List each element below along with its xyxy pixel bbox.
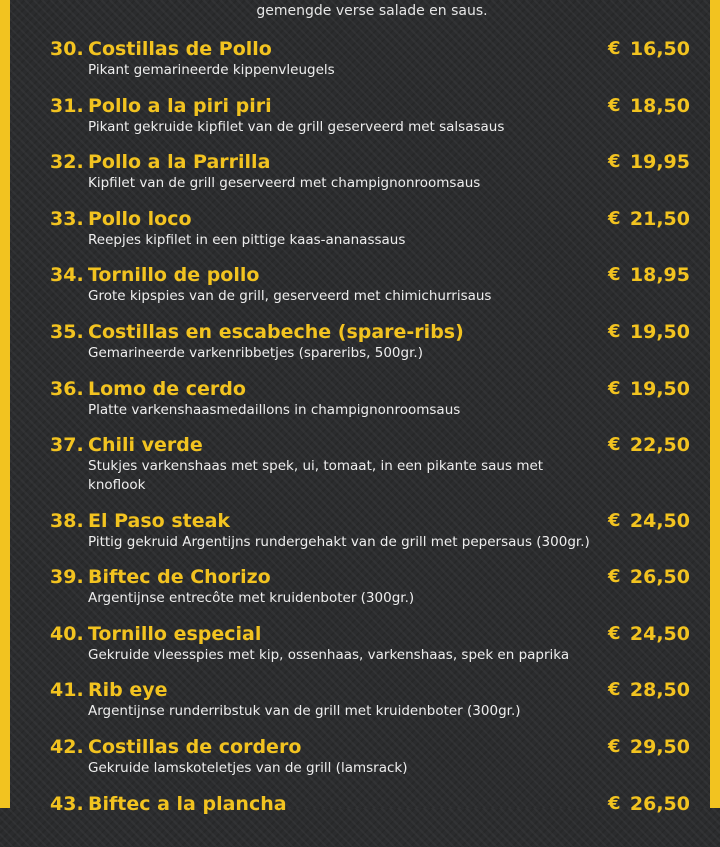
item-description: Stukjes varkenshaas met spek, ui, tomaat, in een pikante saus met knoflook [88, 458, 544, 494]
item-price: 22,50 [629, 434, 690, 457]
currency-symbol: € [608, 622, 621, 644]
menu-item [0, 262, 720, 319]
currency-symbol: € [608, 94, 621, 116]
item-name: Tornillo de pollo [88, 264, 260, 287]
item-description: Gekruide lamskoteletjes van de grill (lamsrack) [88, 760, 408, 777]
item-price: 28,50 [629, 679, 690, 702]
item-price: 21,50 [629, 207, 690, 230]
item-name: El Paso steak [88, 509, 231, 532]
item-number: 40. [50, 622, 84, 645]
item-price: 26,50 [629, 566, 690, 589]
menu-item [0, 734, 720, 791]
item-name: Pollo a la piri piri [88, 94, 272, 117]
currency-symbol: € [608, 679, 621, 701]
item-description: Argentijnse entrecôte met kruidenboter (300gr.) [88, 590, 415, 607]
item-description: Pikant gemarineerde kippenvleugels [88, 62, 335, 78]
item-number: 33. [50, 207, 84, 230]
currency-symbol: € [608, 264, 621, 286]
menu-item [0, 791, 720, 847]
item-name: Costillas de cordero [88, 736, 302, 759]
item-name: Biftec de Chorizo [88, 566, 271, 589]
item-price: 18,50 [629, 94, 690, 117]
item-name: Pollo a la Parrilla [88, 151, 271, 174]
item-description: Grote kipspies van de grill, geserveerd met chimichurrisaus [88, 288, 492, 305]
menu-item [0, 432, 720, 508]
menu-item [0, 621, 720, 678]
currency-symbol: € [608, 377, 621, 399]
item-price: 24,50 [629, 622, 690, 645]
item-price: 26,50 [629, 792, 690, 815]
item-number: 38. [50, 509, 84, 532]
item-price: 19,95 [629, 151, 690, 174]
currency-symbol: € [608, 38, 621, 59]
item-number: 35. [50, 320, 84, 343]
currency-symbol: € [608, 792, 621, 814]
item-price: 16,50 [629, 38, 690, 60]
menu-item [0, 149, 720, 206]
item-name: Pollo loco [88, 207, 192, 230]
item-name: Lomo de cerdo [88, 377, 246, 400]
currency-symbol: € [608, 736, 621, 758]
currency-symbol: € [608, 320, 621, 342]
menu-item [0, 319, 720, 376]
item-name: Tornillo especial [88, 622, 262, 645]
item-number: 32. [50, 151, 84, 174]
item-number: 43. [50, 792, 84, 815]
item-description: Argentijnse runderribstuk van de grill met kruidenboter (300gr.) [88, 703, 521, 720]
item-description: Gemarineerde varkenribbetjes (spareribs, 500gr.) [88, 344, 423, 361]
item-number: 42. [50, 736, 84, 759]
item-number: 41. [50, 679, 84, 702]
currency-symbol: € [608, 509, 621, 531]
menu-item [0, 206, 720, 263]
item-name: Chili verde [88, 434, 203, 457]
menu-item [0, 508, 720, 565]
currency-symbol: € [608, 207, 621, 229]
item-number: 36. [50, 377, 84, 400]
item-description: Kipfilet van de grill geserveerd met champignonroomsaus [88, 175, 481, 192]
menu-item [0, 376, 720, 433]
item-price: 19,50 [629, 320, 690, 343]
currency-symbol: € [608, 566, 621, 588]
item-number: 31. [50, 94, 84, 117]
intro-text: gemengde verse salade en saus. [256, 3, 488, 19]
item-number: 34. [50, 264, 84, 287]
item-name: Costillas en escabeche (spare-ribs) [88, 320, 464, 343]
menu-item [0, 677, 720, 734]
item-number: 39. [50, 566, 84, 589]
item-number: 37. [50, 434, 84, 457]
item-price: 29,50 [629, 736, 690, 759]
item-name: Biftec a la plancha [88, 792, 287, 815]
item-name: Costillas de Pollo [88, 38, 272, 60]
item-description: Gekruide vleesspies met kip, ossenhaas, varkenshaas, spek en paprika [88, 646, 570, 663]
item-description: Pittig gekruid Argentijns rundergehakt van de grill met pepersaus (300gr.) [88, 533, 590, 550]
item-number: 30. [50, 38, 84, 60]
menu-item [0, 93, 720, 150]
item-description: Platte varkenshaasmedaillons in champignonroomsaus [88, 401, 461, 418]
item-description: Pikant gekruide kipfilet van de grill geserveerd met salsasaus [88, 118, 505, 135]
menu-item [0, 564, 720, 621]
currency-symbol: € [608, 434, 621, 456]
item-price: 18,95 [629, 264, 690, 287]
menu-list [0, 36, 720, 847]
item-price: 24,50 [629, 509, 690, 532]
currency-symbol: € [608, 151, 621, 173]
menu-item [0, 36, 720, 93]
item-description: Reepjes kipfilet in een pittige kaas-ananassaus [88, 231, 406, 248]
item-name: Rib eye [88, 679, 168, 702]
item-price: 19,50 [629, 377, 690, 400]
